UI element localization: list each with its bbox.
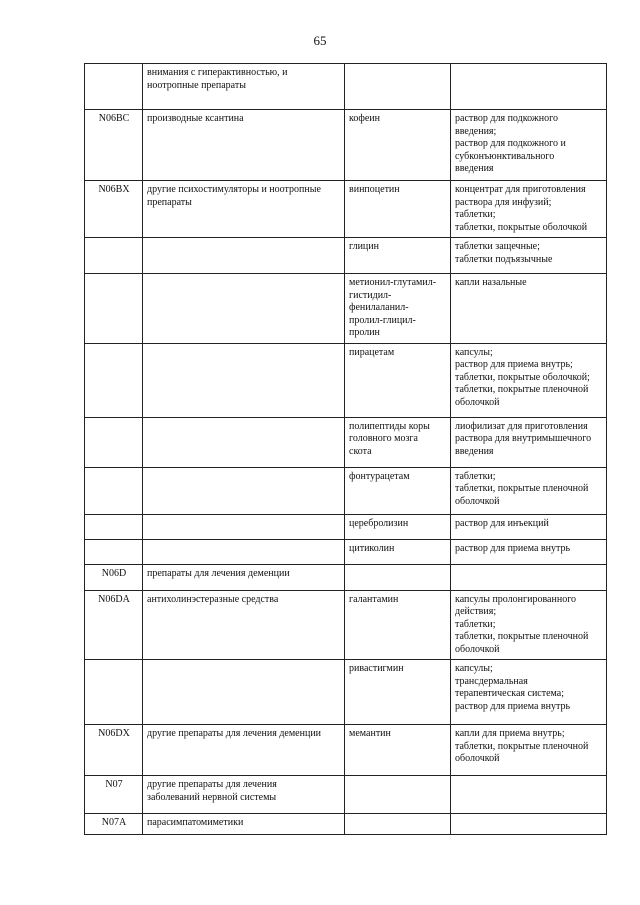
cell-text-line: введения — [455, 163, 494, 174]
cell-text-line: пролил-глицил- — [349, 314, 416, 326]
cell-drug-name — [345, 274, 451, 344]
cell-anatomic-therapeutic-group — [143, 238, 345, 274]
table-row — [85, 590, 607, 660]
cell-anatomic-therapeutic-group — [143, 539, 345, 564]
cell-text-line: таблетки; — [455, 470, 496, 482]
table-row — [85, 110, 607, 181]
cell-text-line: парасимпатомиметики — [147, 817, 244, 828]
cell-anatomic-therapeutic-group — [143, 274, 345, 344]
cell-text-line: таблетки защечные; — [455, 241, 540, 252]
cell-text-line: полипептиды коры — [349, 420, 430, 432]
cell-dosage-forms — [451, 181, 607, 238]
cell-atc-code — [85, 343, 143, 417]
cell-text-line: препараты — [147, 196, 192, 208]
cell-text-line: раствор для приема внутрь — [455, 700, 571, 712]
cell-text-line: гистидил- — [349, 289, 392, 301]
table-row — [85, 238, 607, 274]
cell-text-line: действия; — [455, 606, 497, 617]
cell-atc-code: N06BX — [85, 181, 143, 238]
cell-anatomic-therapeutic-group — [143, 467, 345, 514]
cell-atc-code — [85, 539, 143, 564]
cell-anatomic-therapeutic-group — [143, 660, 345, 725]
cell-anatomic-therapeutic-group — [143, 514, 345, 539]
cell-text-line: фонтурацетам — [349, 470, 410, 482]
cell-atc-code — [85, 238, 143, 274]
cell-atc-code — [85, 64, 143, 110]
cell-atc-code: N06D — [85, 564, 143, 590]
cell-text-line: раствор для приема внутрь — [455, 542, 571, 554]
cell-text-line: галантамин — [349, 593, 399, 605]
cell-drug-name — [345, 467, 451, 514]
cell-text-line: оболочкой — [455, 753, 500, 764]
cell-anatomic-therapeutic-group — [143, 590, 345, 660]
cell-atc-code — [85, 514, 143, 539]
cell-atc-code: N07 — [85, 776, 143, 814]
cell-text-line: капсулы пролонгированного — [455, 593, 577, 605]
cell-anatomic-therapeutic-group — [143, 725, 345, 776]
cell-drug-name — [345, 181, 451, 238]
cell-text-line: трансдермальная — [455, 675, 528, 687]
cell-dosage-forms — [451, 417, 607, 467]
cell-text-line: таблетки, покрытые пленочной — [455, 483, 589, 494]
cell-text-line: антихолинэстеразные средства — [147, 593, 279, 605]
cell-text-line: капсулы; — [455, 663, 493, 674]
cell-text-line: таблетки подъязычные — [455, 253, 553, 265]
cell-text-line: пирацетам — [349, 346, 395, 358]
cell-drug-name — [345, 514, 451, 539]
cell-text-line: терапевтическая система; — [455, 688, 565, 699]
cell-text-line: капли для приема внутрь; — [455, 728, 565, 739]
cell-text-line: фенилаланил- — [349, 302, 409, 313]
cell-atc-code — [85, 274, 143, 344]
cell-text-line: внимания с гиперактивностью, и — [147, 67, 288, 78]
table-row — [85, 776, 607, 814]
cell-text-line: таблетки; — [455, 618, 496, 630]
page-number: 65 — [313, 33, 327, 48]
cell-text-line: раствор для инъекций — [455, 517, 549, 529]
cell-drug-name — [345, 110, 451, 181]
cell-text-line: пролин — [349, 327, 380, 338]
cell-drug-name — [345, 814, 451, 835]
cell-atc-code: N06DA — [85, 590, 143, 660]
cell-text-line: раствора для инфузий; — [455, 196, 552, 208]
table-body — [85, 64, 607, 835]
cell-text-line: оболочкой — [455, 396, 500, 408]
cell-text-line: оболочкой — [455, 495, 500, 507]
cell-text-line: таблетки, покрытые пленочной — [455, 631, 589, 642]
cell-anatomic-therapeutic-group — [143, 181, 345, 238]
cell-dosage-forms — [451, 64, 607, 110]
cell-anatomic-therapeutic-group — [143, 64, 345, 110]
cell-text-line: раствор для подкожного и — [455, 138, 566, 149]
cell-text-line: раствора для внутримышечного — [455, 433, 592, 444]
cell-text-line: субконъюнктивального — [455, 150, 555, 162]
cell-anatomic-therapeutic-group — [143, 814, 345, 835]
cell-dosage-forms — [451, 776, 607, 814]
cell-text-line: другие препараты для лечения деменции — [147, 728, 322, 739]
cell-text-line: глицин — [349, 241, 379, 252]
cell-dosage-forms — [451, 467, 607, 514]
table-row — [85, 660, 607, 725]
cell-drug-name — [345, 776, 451, 814]
cell-drug-name — [345, 238, 451, 274]
cell-text-line: другие психостимуляторы и ноотропные — [147, 184, 321, 195]
cell-text-line: другие препараты для лечения — [147, 779, 277, 790]
cell-dosage-forms — [451, 814, 607, 835]
cell-drug-name — [345, 660, 451, 725]
table-row — [85, 181, 607, 238]
cell-text-line: раствор для подкожного — [455, 113, 558, 124]
drug-classification-table — [84, 63, 607, 835]
cell-atc-code — [85, 660, 143, 725]
cell-drug-name — [345, 64, 451, 110]
cell-text-line: введения; — [455, 125, 497, 137]
cell-text-line: таблетки, покрытые оболочкой — [455, 221, 588, 233]
cell-dosage-forms — [451, 343, 607, 417]
cell-text-line: винпоцетин — [349, 184, 400, 195]
cell-text-line: таблетки, покрытые оболочкой; — [455, 371, 590, 383]
cell-atc-code: N06DX — [85, 725, 143, 776]
cell-text-line: введения — [455, 445, 494, 457]
cell-anatomic-therapeutic-group — [143, 343, 345, 417]
cell-anatomic-therapeutic-group — [143, 110, 345, 181]
table-row — [85, 417, 607, 467]
cell-text-line: кофеин — [349, 113, 380, 124]
table-row — [85, 467, 607, 514]
cell-text-line: метионил-глутамил- — [349, 277, 437, 288]
cell-text-line: ноотропные препараты — [147, 79, 246, 91]
cell-dosage-forms — [451, 238, 607, 274]
cell-text-line: таблетки, покрытые пленочной — [455, 384, 589, 395]
cell-dosage-forms — [451, 725, 607, 776]
cell-text-line: цитиколин — [349, 542, 395, 554]
cell-text-line: ривастигмин — [349, 663, 404, 674]
cell-atc-code: N07A — [85, 814, 143, 835]
cell-text-line: концентрат для приготовления — [455, 184, 586, 195]
cell-dosage-forms — [451, 110, 607, 181]
table-row — [85, 725, 607, 776]
table-row — [85, 274, 607, 344]
table-row — [85, 343, 607, 417]
cell-text-line: капли назальные — [455, 277, 527, 288]
table-row — [85, 514, 607, 539]
cell-text-line: мемантин — [349, 728, 391, 739]
table-row — [85, 539, 607, 564]
cell-atc-code: N06BC — [85, 110, 143, 181]
cell-text-line: таблетки, покрытые пленочной — [455, 740, 589, 752]
table-row — [85, 564, 607, 590]
cell-anatomic-therapeutic-group — [143, 564, 345, 590]
table-row — [85, 814, 607, 835]
cell-dosage-forms — [451, 660, 607, 725]
cell-text-line: головного мозга — [349, 433, 418, 444]
cell-text-line: таблетки; — [455, 209, 496, 220]
cell-text-line: скота — [349, 445, 372, 457]
cell-dosage-forms — [451, 514, 607, 539]
cell-text-line: препараты для лечения деменции — [147, 567, 290, 579]
cell-text-line: оболочкой — [455, 643, 500, 655]
cell-anatomic-therapeutic-group — [143, 417, 345, 467]
cell-dosage-forms — [451, 274, 607, 344]
cell-text-line: церебролизин — [349, 517, 409, 529]
cell-text-line: заболеваний нервной системы — [147, 791, 277, 803]
cell-drug-name — [345, 539, 451, 564]
cell-text-line: капсулы; — [455, 346, 493, 358]
cell-dosage-forms — [451, 590, 607, 660]
cell-dosage-forms — [451, 539, 607, 564]
cell-dosage-forms — [451, 564, 607, 590]
cell-anatomic-therapeutic-group — [143, 776, 345, 814]
cell-drug-name — [345, 590, 451, 660]
cell-atc-code — [85, 467, 143, 514]
cell-drug-name — [345, 343, 451, 417]
cell-atc-code — [85, 417, 143, 467]
table-row — [85, 64, 607, 110]
cell-drug-name — [345, 725, 451, 776]
cell-text-line: раствор для приема внутрь; — [455, 359, 573, 370]
cell-drug-name — [345, 417, 451, 467]
cell-text-line: производные ксантина — [147, 113, 244, 124]
cell-text-line: лиофилизат для приготовления — [455, 420, 588, 432]
cell-drug-name — [345, 564, 451, 590]
